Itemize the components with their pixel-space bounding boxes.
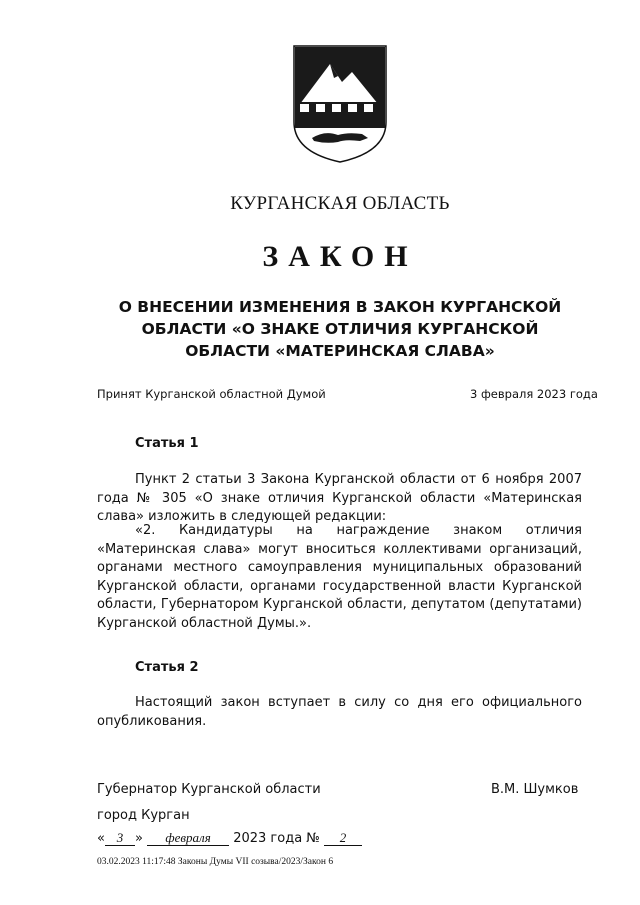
year-and-number-label: 2023 года № — [233, 831, 320, 846]
date-and-number-line — [97, 830, 362, 850]
open-quote: « — [97, 831, 105, 846]
handwritten-day: 3 — [105, 830, 135, 846]
article-1-paragraph-2: «2. Кандидатуры на награждение знаком отличия «Материнская слава» могут вноситься коллективами организаций, органами местного самоуправления муниципальных образований Курганской области, органами государственной власти Курганской области, Губернатором Курганской области, депутатом (депутатами) Курганской областной Думы.». — [97, 523, 582, 631]
adopted-by: Принят Курганской областной Думой — [97, 387, 326, 401]
law-subject-title: О ВНЕСЕНИИ ИЗМЕНЕНИЯ В ЗАКОН КУРГАНСКОЙ ОБЛАСТИ «О ЗНАКЕ ОТЛИЧИЯ КУРГАНСКОЙ ОБЛАСТИ «МАТЕРИНСКАЯ СЛАВА» — [118, 298, 562, 360]
registration-footer: 03.02.2023 11:17:48 Законы Думы VII созыва/2023/Закон 6 — [97, 857, 334, 867]
coat-of-arms-icon — [290, 42, 390, 164]
article-1-paragraph-1: Пункт 2 статьи 3 Закона Курганской области от 6 ноября 2007 года № 305 «О знаке отличия Курганской области «Материнская слава» изложить в следующей редакции: — [97, 472, 582, 525]
handwritten-month: февраля — [147, 830, 229, 846]
signatory-name: В.М. Шумков — [491, 782, 579, 797]
document-type: ЗАКОН — [262, 240, 418, 273]
article-2-paragraph-1: Настоящий закон вступает в силу со дня его официального опубликования. — [97, 695, 582, 729]
city: город Курган — [97, 808, 190, 823]
close-quote: » — [134, 831, 143, 846]
signatory-position: Губернатор Курганской области — [97, 782, 321, 797]
article-2-heading: Статья 2 — [135, 660, 199, 675]
region-title: КУРГАНСКАЯ ОБЛАСТЬ — [230, 193, 450, 214]
adopted-date: 3 февраля 2023 года — [470, 387, 598, 401]
article-1-heading: Статья 1 — [135, 436, 199, 451]
handwritten-number: 2 — [324, 830, 362, 846]
